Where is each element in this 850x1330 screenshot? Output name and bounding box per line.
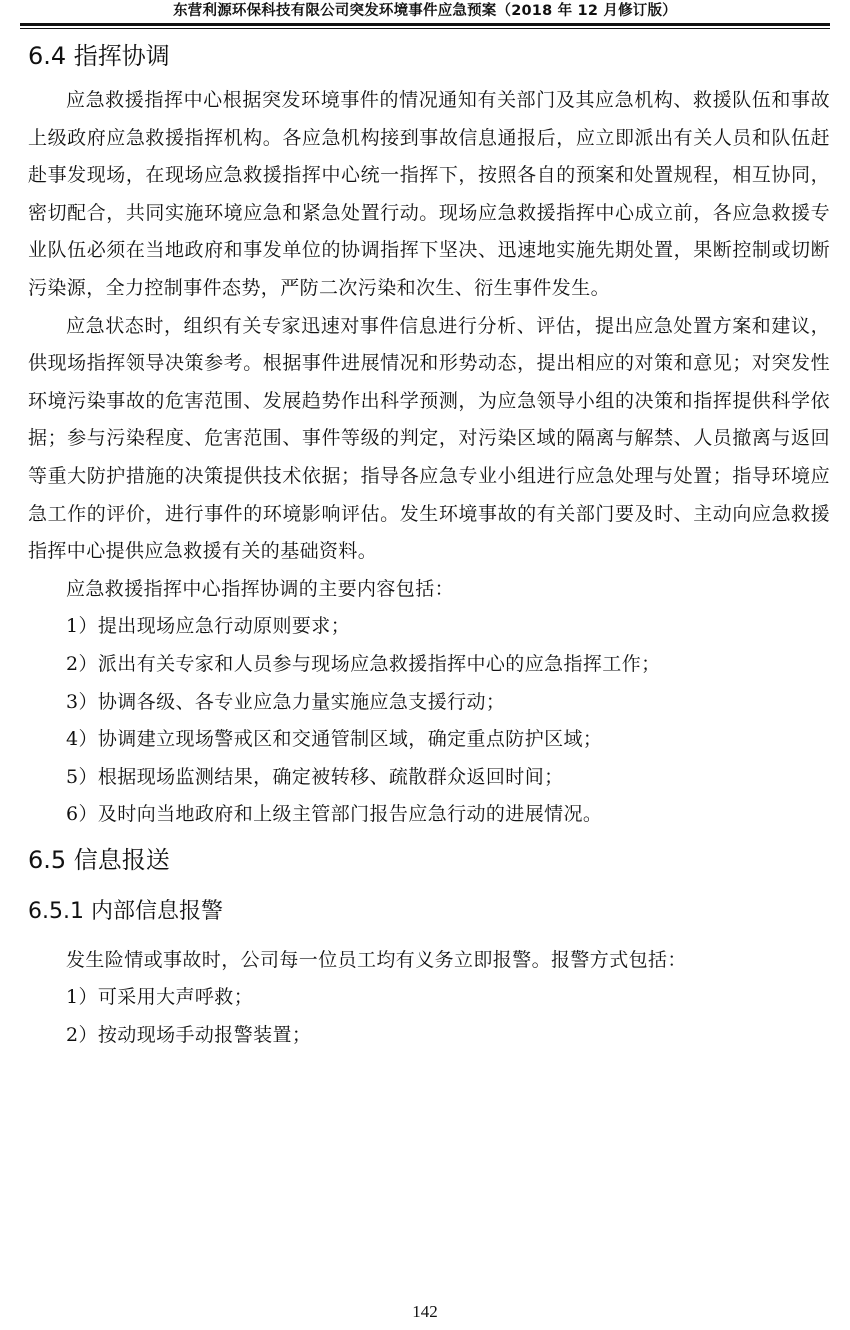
list-item: 1）可采用大声呼救； xyxy=(66,986,254,1009)
list-item: 2）按动现场手动报警装置； xyxy=(66,1024,312,1047)
section-heading-6-5: 6.5 信息报送 xyxy=(28,845,170,874)
paragraph-command-notification: 应急救援指挥中心根据突发环境事件的情况通知有关部门及其应急机构、救援队伍和事故上级政府应急救援指挥机构。各应急机构接到事故信息通报后，应立即派出有关人员和队伍赶赴事发现场，在现场应急救援指挥中心统一指挥下，按照各自的预案和处置规程，相互协同，密切配合，共同实施环境应急和紧急处置行动。现场应急救援指挥中心成立前，各应急救援专业队伍必须在当地政府和事发单位的协调指挥下坚决、迅速地实施先期处置，果断控制或切断污染源，全力控制事件态势，严防二次污染和次生、衍生事件发生。 xyxy=(28,89,830,299)
list-item: 2）派出有关专家和人员参与现场应急救援指挥中心的应急指挥工作； xyxy=(66,652,661,675)
alarm-method-list xyxy=(28,979,830,1054)
page-number: 142 xyxy=(412,1302,438,1321)
document-body xyxy=(28,34,830,1055)
running-header: 东营利源环保科技有限公司突发环境事件应急预案（2018 年 12 月修订版） xyxy=(173,3,677,19)
paragraph-internal-alarm: 发生险情或事故时，公司每一位员工均有义务立即报警。报警方式包括： xyxy=(66,948,687,971)
paragraph-emergency-state: 应急状态时，组织有关专家迅速对事件信息进行分析、评估，提出应急处置方案和建议，供现场指挥领导决策参考。根据事件进展情况和形势动态，提出相应的对策和意见；对突发性环境污染事故的危害范围、发展趋势作出科学预测，为应急领导小组的决策和指挥提供科学依据；参与污染程度、危害范围、事件等级的判定，对污染区域的隔离与解禁、人员撤离与返回等重大防护措施的决策提供技术依据；指导各应急专业小组进行应急处理与处置；指导环境应急工作的评价，进行事件的环境影响评估。发生环境事故的有关部门要及时、主动向应急救援指挥中心提供应急救援有关的基础资料。 xyxy=(28,314,830,563)
list-item: 5）根据现场监测结果，确定被转移、疏散群众返回时间； xyxy=(66,765,564,788)
paragraph-coordination-intro: 应急救援指挥中心指挥协调的主要内容包括： xyxy=(66,577,455,600)
subsection-heading-6-5-1: 6.5.1 内部信息报警 xyxy=(28,898,223,924)
coordination-list xyxy=(28,608,830,834)
section-heading-6-4: 6.4 指挥协调 xyxy=(28,42,170,70)
list-item: 3）协调各级、各专业应急力量实施应急支援行动； xyxy=(66,690,506,713)
list-item: 1）提出现场应急行动原则要求； xyxy=(66,615,351,638)
list-item: 6）及时向当地政府和上级主管部门报告应急行动的进展情况。 xyxy=(66,803,603,826)
header-rule-thick xyxy=(20,23,830,26)
list-item: 4）协调建立现场警戒区和交通管制区域，确定重点防护区域； xyxy=(66,728,603,751)
header-rule-thin xyxy=(20,28,830,29)
